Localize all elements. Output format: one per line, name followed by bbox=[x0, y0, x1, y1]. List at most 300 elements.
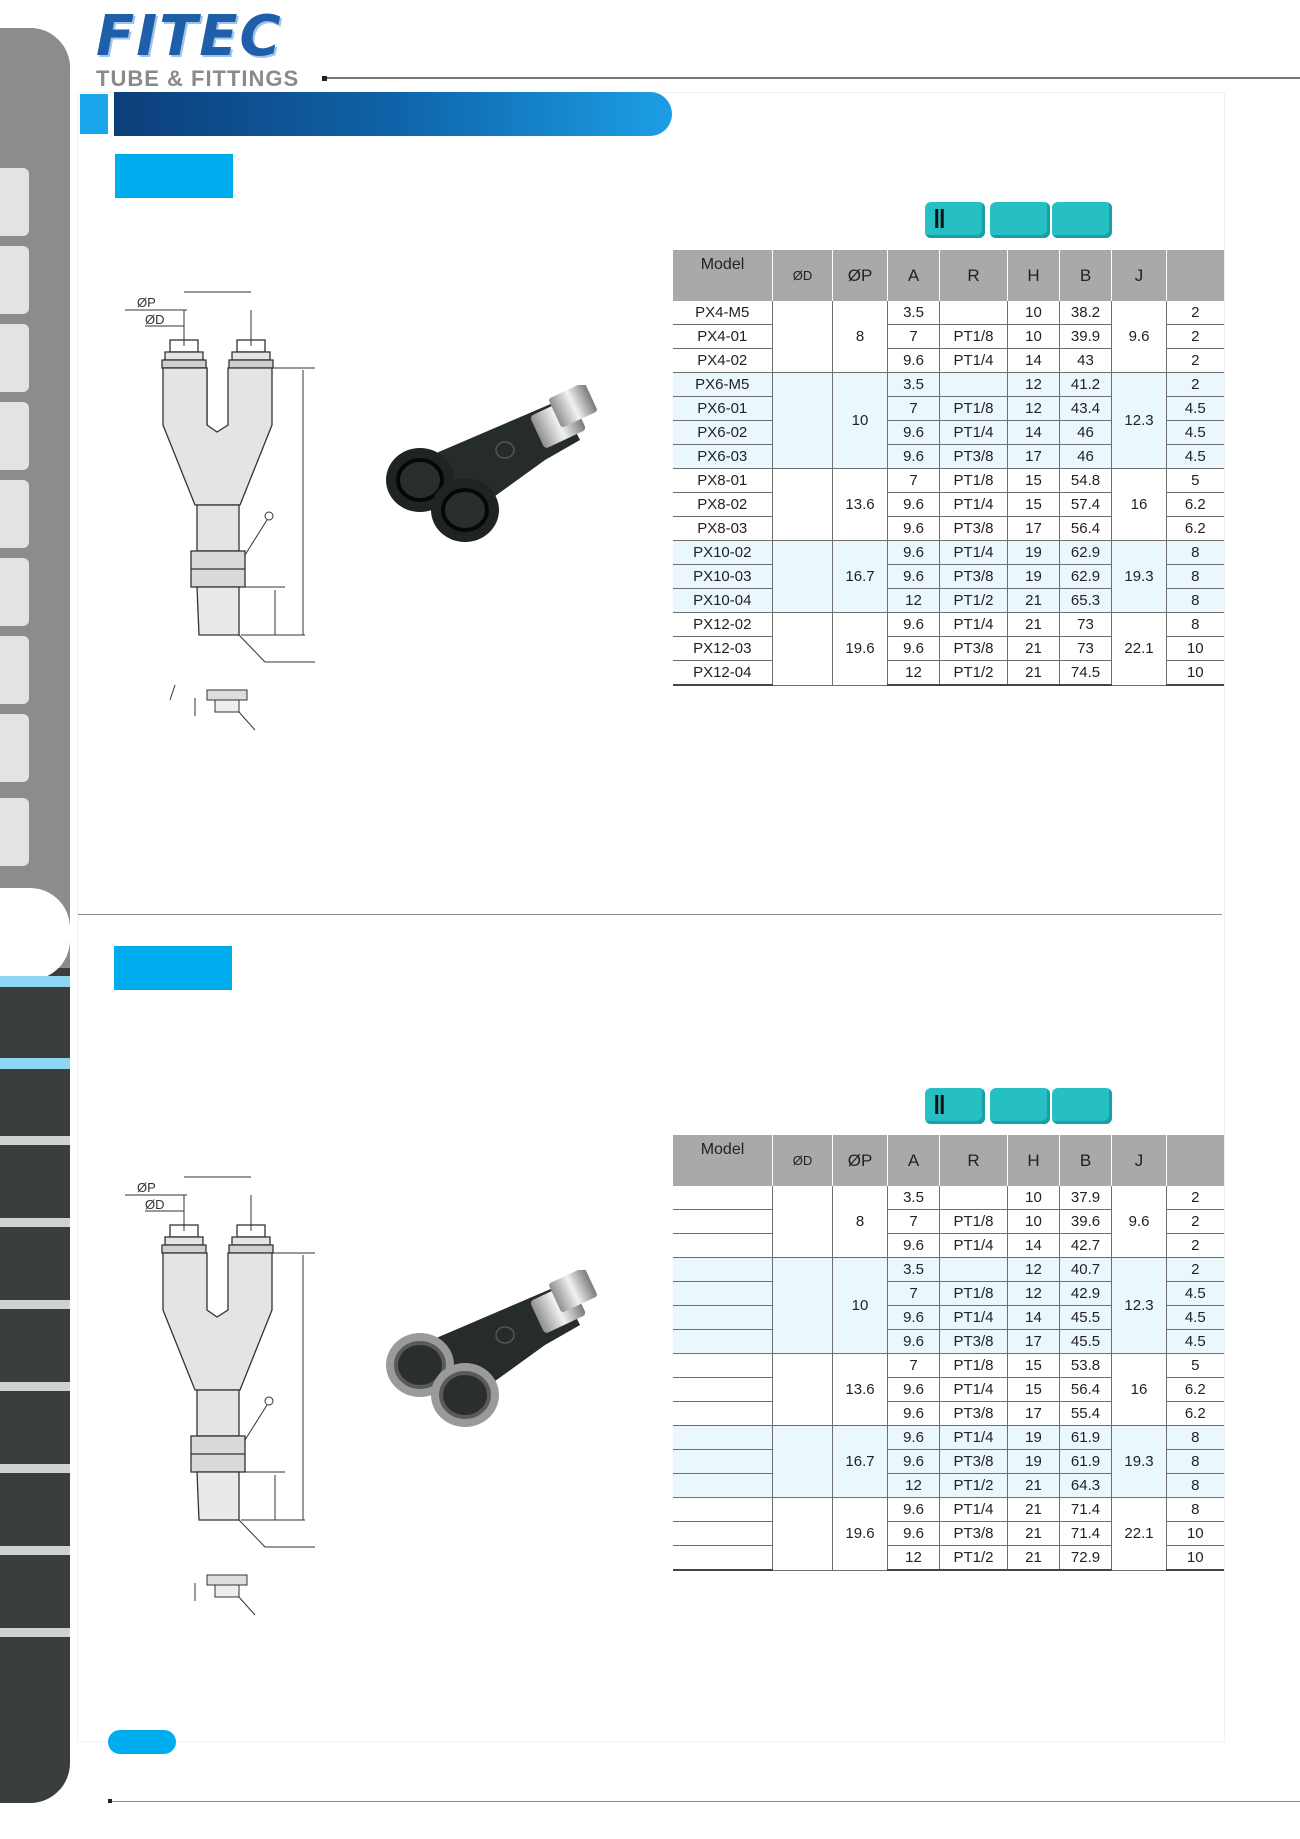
cell-h: 21 bbox=[1008, 637, 1060, 661]
cell-a: 9.6 bbox=[888, 421, 940, 445]
cell-b: 42.9 bbox=[1060, 1282, 1112, 1306]
cell-a: 9.6 bbox=[888, 1498, 940, 1522]
cell-od bbox=[773, 541, 833, 613]
cell-extra: 4.5 bbox=[1167, 421, 1224, 445]
cell-a: 7 bbox=[888, 1282, 940, 1306]
side-index-stripe bbox=[0, 1382, 70, 1391]
cell-extra: 8 bbox=[1167, 1498, 1224, 1522]
cell-r: PT1/2 bbox=[940, 1474, 1008, 1498]
side-index-stripe bbox=[0, 1300, 70, 1309]
col-header-b: B bbox=[1060, 250, 1112, 301]
cell-r: PT1/8 bbox=[940, 325, 1008, 349]
table-row bbox=[673, 1186, 1224, 1210]
cell-model bbox=[673, 1210, 773, 1234]
table-row bbox=[673, 301, 1224, 325]
cell-a: 9.6 bbox=[888, 349, 940, 373]
cell-model bbox=[673, 1330, 773, 1354]
variant-button[interactable] bbox=[1052, 1088, 1112, 1124]
cell-model bbox=[673, 1258, 773, 1282]
cell-od bbox=[773, 1186, 833, 1258]
cell-extra: 4.5 bbox=[1167, 445, 1224, 469]
side-index-tab[interactable] bbox=[0, 714, 29, 782]
cell-op: 19.6 bbox=[833, 613, 888, 686]
cell-r: PT1/4 bbox=[940, 349, 1008, 373]
cell-extra: 8 bbox=[1167, 1474, 1224, 1498]
cell-r: PT1/8 bbox=[940, 1210, 1008, 1234]
cell-b: 62.9 bbox=[1060, 541, 1112, 565]
cell-od bbox=[773, 301, 833, 373]
cell-r: PT1/4 bbox=[940, 1378, 1008, 1402]
cell-b: 57.4 bbox=[1060, 493, 1112, 517]
cell-a: 9.6 bbox=[888, 613, 940, 637]
cell-h: 21 bbox=[1008, 589, 1060, 613]
cell-h: 10 bbox=[1008, 1210, 1060, 1234]
side-index-stripe bbox=[0, 976, 70, 987]
cell-a: 7 bbox=[888, 397, 940, 421]
cell-a: 3.5 bbox=[888, 1258, 940, 1282]
cell-h: 21 bbox=[1008, 1474, 1060, 1498]
cell-extra: 8 bbox=[1167, 541, 1224, 565]
cell-model bbox=[673, 1522, 773, 1546]
cell-j: 12.3 bbox=[1112, 373, 1167, 469]
cell-h: 19 bbox=[1008, 565, 1060, 589]
side-index-stripe bbox=[0, 1464, 70, 1473]
cell-model: PX6-01 bbox=[673, 397, 773, 421]
cell-b: 71.4 bbox=[1060, 1498, 1112, 1522]
col-header-r: R bbox=[940, 250, 1008, 301]
cell-extra: 2 bbox=[1167, 349, 1224, 373]
cell-extra: 10 bbox=[1167, 661, 1224, 686]
table-row bbox=[673, 1426, 1224, 1450]
cell-od bbox=[773, 373, 833, 469]
cell-j: 9.6 bbox=[1112, 1186, 1167, 1258]
cell-r: PT1/4 bbox=[940, 613, 1008, 637]
cell-a: 9.6 bbox=[888, 1234, 940, 1258]
cell-j: 9.6 bbox=[1112, 301, 1167, 373]
cell-a: 9.6 bbox=[888, 517, 940, 541]
cell-b: 43 bbox=[1060, 349, 1112, 373]
side-index-stripe bbox=[0, 1546, 70, 1555]
cell-model: PX10-04 bbox=[673, 589, 773, 613]
logo-wordmark: FITEC bbox=[96, 4, 283, 69]
cell-model: PX10-02 bbox=[673, 541, 773, 565]
cell-b: 42.7 bbox=[1060, 1234, 1112, 1258]
cell-h: 15 bbox=[1008, 1354, 1060, 1378]
cell-b: 56.4 bbox=[1060, 1378, 1112, 1402]
cell-extra: 2 bbox=[1167, 1210, 1224, 1234]
technical-drawing bbox=[115, 280, 315, 740]
cell-extra: 5 bbox=[1167, 1354, 1224, 1378]
variant-button[interactable] bbox=[925, 202, 985, 238]
cell-j: 19.3 bbox=[1112, 541, 1167, 613]
cell-op: 16.7 bbox=[833, 1426, 888, 1498]
section-divider bbox=[78, 914, 1222, 915]
cell-a: 12 bbox=[888, 661, 940, 686]
cell-r: PT1/4 bbox=[940, 421, 1008, 445]
footer-rule bbox=[110, 1801, 1300, 1802]
side-index-tab[interactable] bbox=[0, 324, 29, 392]
side-index-tab[interactable] bbox=[0, 168, 29, 236]
cell-b: 56.4 bbox=[1060, 517, 1112, 541]
col-header-j: J bbox=[1112, 1135, 1167, 1186]
cell-a: 9.6 bbox=[888, 1330, 940, 1354]
cell-r: PT1/8 bbox=[940, 1354, 1008, 1378]
cell-a: 9.6 bbox=[888, 493, 940, 517]
cell-j: 22.1 bbox=[1112, 613, 1167, 686]
cell-b: 38.2 bbox=[1060, 301, 1112, 325]
col-header-h: H bbox=[1008, 250, 1060, 301]
cell-h: 21 bbox=[1008, 613, 1060, 637]
cell-h: 14 bbox=[1008, 1306, 1060, 1330]
table-row bbox=[673, 1354, 1224, 1378]
cell-model: PX12-04 bbox=[673, 661, 773, 686]
cell-a: 9.6 bbox=[888, 565, 940, 589]
cell-extra: 10 bbox=[1167, 637, 1224, 661]
cell-r: PT1/2 bbox=[940, 1546, 1008, 1571]
table-row bbox=[673, 613, 1224, 637]
cell-b: 73 bbox=[1060, 613, 1112, 637]
cell-h: 12 bbox=[1008, 1282, 1060, 1306]
cell-r: PT3/8 bbox=[940, 637, 1008, 661]
cell-od bbox=[773, 1354, 833, 1426]
col-header-model: Model bbox=[673, 1135, 773, 1186]
cell-model bbox=[673, 1282, 773, 1306]
cell-h: 14 bbox=[1008, 421, 1060, 445]
cell-h: 17 bbox=[1008, 517, 1060, 541]
title-banner bbox=[114, 92, 672, 136]
cell-h: 10 bbox=[1008, 325, 1060, 349]
cell-extra: 8 bbox=[1167, 1450, 1224, 1474]
cell-a: 3.5 bbox=[888, 301, 940, 325]
col-header-h: H bbox=[1008, 1135, 1060, 1186]
cell-od bbox=[773, 469, 833, 541]
cell-od bbox=[773, 1498, 833, 1571]
cell-r: PT3/8 bbox=[940, 1402, 1008, 1426]
cell-op: 8 bbox=[833, 1186, 888, 1258]
side-index-tab[interactable] bbox=[0, 402, 29, 470]
cell-a: 3.5 bbox=[888, 1186, 940, 1210]
cell-r bbox=[940, 301, 1008, 325]
cell-extra: 8 bbox=[1167, 1426, 1224, 1450]
cell-h: 15 bbox=[1008, 1378, 1060, 1402]
cell-model bbox=[673, 1306, 773, 1330]
cell-h: 21 bbox=[1008, 661, 1060, 686]
cell-b: 73 bbox=[1060, 637, 1112, 661]
cell-r: PT1/4 bbox=[940, 493, 1008, 517]
cell-r bbox=[940, 373, 1008, 397]
product-photo bbox=[375, 1270, 625, 1440]
cell-model bbox=[673, 1354, 773, 1378]
variant-button[interactable] bbox=[1052, 202, 1112, 238]
cell-model bbox=[673, 1402, 773, 1426]
cell-a: 9.6 bbox=[888, 445, 940, 469]
cell-a: 3.5 bbox=[888, 373, 940, 397]
cell-a: 9.6 bbox=[888, 1402, 940, 1426]
cell-h: 15 bbox=[1008, 493, 1060, 517]
cell-a: 9.6 bbox=[888, 1378, 940, 1402]
cell-model: PX4-M5 bbox=[673, 301, 773, 325]
col-header-r: R bbox=[940, 1135, 1008, 1186]
cell-op: 10 bbox=[833, 373, 888, 469]
cell-extra: 6.2 bbox=[1167, 517, 1224, 541]
cell-h: 21 bbox=[1008, 1498, 1060, 1522]
cell-a: 12 bbox=[888, 589, 940, 613]
cell-j: 16 bbox=[1112, 1354, 1167, 1426]
button-mark: ‖ bbox=[933, 1090, 946, 1120]
cell-b: 41.2 bbox=[1060, 373, 1112, 397]
cell-od bbox=[773, 1426, 833, 1498]
table-row bbox=[673, 469, 1224, 493]
side-index-tab[interactable] bbox=[0, 480, 29, 548]
cell-op: 8 bbox=[833, 301, 888, 373]
section-tag bbox=[115, 154, 233, 198]
table-row bbox=[673, 541, 1224, 565]
cell-model bbox=[673, 1378, 773, 1402]
col-header-model: Model bbox=[673, 250, 773, 301]
side-index-tab[interactable] bbox=[0, 798, 29, 866]
cell-extra: 10 bbox=[1167, 1546, 1224, 1571]
cell-j: 12.3 bbox=[1112, 1258, 1167, 1354]
banner-square bbox=[80, 94, 108, 134]
cell-a: 7 bbox=[888, 1354, 940, 1378]
op-label: ØP bbox=[137, 1180, 156, 1195]
cell-h: 21 bbox=[1008, 1522, 1060, 1546]
cell-b: 54.8 bbox=[1060, 469, 1112, 493]
cell-extra: 2 bbox=[1167, 1234, 1224, 1258]
col-header-extra bbox=[1167, 1135, 1224, 1186]
side-index-tab[interactable] bbox=[0, 636, 29, 704]
cell-b: 46 bbox=[1060, 421, 1112, 445]
cell-op: 13.6 bbox=[833, 1354, 888, 1426]
cell-model bbox=[673, 1234, 773, 1258]
cell-model bbox=[673, 1474, 773, 1498]
od-label: ØD bbox=[145, 312, 165, 327]
table-header-row bbox=[673, 1135, 1224, 1186]
cell-b: 72.9 bbox=[1060, 1546, 1112, 1571]
col-header-extra bbox=[1167, 250, 1224, 301]
cell-a: 9.6 bbox=[888, 1450, 940, 1474]
col-header-j: J bbox=[1112, 250, 1167, 301]
side-index-active-tab[interactable] bbox=[0, 888, 70, 980]
cell-extra: 6.2 bbox=[1167, 493, 1224, 517]
cell-b: 46 bbox=[1060, 445, 1112, 469]
cell-h: 14 bbox=[1008, 1234, 1060, 1258]
cell-b: 74.5 bbox=[1060, 661, 1112, 686]
cell-r: PT3/8 bbox=[940, 517, 1008, 541]
cell-h: 17 bbox=[1008, 1402, 1060, 1426]
variant-button[interactable] bbox=[990, 1088, 1050, 1124]
cell-h: 15 bbox=[1008, 469, 1060, 493]
col-header-a: A bbox=[888, 250, 940, 301]
side-index-stripe bbox=[0, 1136, 70, 1145]
spec-table bbox=[672, 250, 1224, 686]
cell-b: 45.5 bbox=[1060, 1330, 1112, 1354]
cell-extra: 4.5 bbox=[1167, 1306, 1224, 1330]
cell-b: 43.4 bbox=[1060, 397, 1112, 421]
table-row bbox=[673, 1258, 1224, 1282]
cell-a: 9.6 bbox=[888, 1426, 940, 1450]
page-number-pill bbox=[108, 1730, 176, 1754]
side-index-stripe bbox=[0, 1218, 70, 1227]
cell-model: PX4-02 bbox=[673, 349, 773, 373]
cell-a: 9.6 bbox=[888, 1306, 940, 1330]
cell-r: PT3/8 bbox=[940, 1330, 1008, 1354]
side-index-bar bbox=[0, 28, 70, 1803]
cell-r: PT1/8 bbox=[940, 469, 1008, 493]
cell-h: 14 bbox=[1008, 349, 1060, 373]
cell-a: 9.6 bbox=[888, 541, 940, 565]
col-header-od: ØD bbox=[773, 1135, 833, 1186]
cell-h: 17 bbox=[1008, 1330, 1060, 1354]
cell-a: 7 bbox=[888, 1210, 940, 1234]
cell-extra: 6.2 bbox=[1167, 1378, 1224, 1402]
cell-extra: 2 bbox=[1167, 325, 1224, 349]
cell-model: PX12-03 bbox=[673, 637, 773, 661]
cell-extra: 2 bbox=[1167, 301, 1224, 325]
table-body bbox=[673, 301, 1224, 685]
cell-r: PT1/2 bbox=[940, 589, 1008, 613]
table-header-row bbox=[673, 250, 1224, 301]
cell-h: 12 bbox=[1008, 373, 1060, 397]
cell-r: PT1/8 bbox=[940, 1282, 1008, 1306]
cell-model: PX6-M5 bbox=[673, 373, 773, 397]
footer-dot bbox=[108, 1799, 112, 1803]
cell-model bbox=[673, 1498, 773, 1522]
cell-extra: 2 bbox=[1167, 1258, 1224, 1282]
cell-h: 19 bbox=[1008, 1426, 1060, 1450]
cell-model bbox=[673, 1450, 773, 1474]
logo-tagline: TUBE & FITTINGS bbox=[96, 66, 300, 91]
side-index-stripe bbox=[0, 1628, 70, 1637]
cell-extra: 8 bbox=[1167, 565, 1224, 589]
technical-drawing bbox=[115, 1165, 315, 1625]
cell-b: 65.3 bbox=[1060, 589, 1112, 613]
cell-extra: 8 bbox=[1167, 613, 1224, 637]
cell-op: 19.6 bbox=[833, 1498, 888, 1571]
cell-b: 71.4 bbox=[1060, 1522, 1112, 1546]
cell-b: 61.9 bbox=[1060, 1450, 1112, 1474]
cell-h: 10 bbox=[1008, 1186, 1060, 1210]
cell-b: 62.9 bbox=[1060, 565, 1112, 589]
cell-a: 12 bbox=[888, 1474, 940, 1498]
cell-a: 9.6 bbox=[888, 1522, 940, 1546]
cell-r: PT3/8 bbox=[940, 1450, 1008, 1474]
table-row bbox=[673, 1498, 1224, 1522]
table-row bbox=[673, 373, 1224, 397]
product-photo bbox=[375, 385, 625, 555]
variant-button[interactable] bbox=[925, 1088, 985, 1124]
cell-r: PT3/8 bbox=[940, 445, 1008, 469]
cell-h: 10 bbox=[1008, 301, 1060, 325]
side-index-tab[interactable] bbox=[0, 558, 29, 626]
col-header-op: ØP bbox=[833, 1135, 888, 1186]
side-index-tab[interactable] bbox=[0, 246, 29, 314]
cell-op: 10 bbox=[833, 1258, 888, 1354]
cell-a: 7 bbox=[888, 469, 940, 493]
cell-j: 19.3 bbox=[1112, 1426, 1167, 1498]
cell-extra: 6.2 bbox=[1167, 1402, 1224, 1426]
cell-b: 39.6 bbox=[1060, 1210, 1112, 1234]
cell-r: PT1/2 bbox=[940, 661, 1008, 686]
cell-r: PT1/4 bbox=[940, 541, 1008, 565]
cell-model bbox=[673, 1546, 773, 1571]
cell-model: PX4-01 bbox=[673, 325, 773, 349]
spec-table bbox=[672, 1135, 1224, 1571]
cell-b: 55.4 bbox=[1060, 1402, 1112, 1426]
cell-b: 37.9 bbox=[1060, 1186, 1112, 1210]
cell-r: PT3/8 bbox=[940, 1522, 1008, 1546]
cell-a: 7 bbox=[888, 325, 940, 349]
cell-h: 19 bbox=[1008, 541, 1060, 565]
cell-model: PX10-03 bbox=[673, 565, 773, 589]
cell-r bbox=[940, 1186, 1008, 1210]
cell-model bbox=[673, 1426, 773, 1450]
op-label: ØP bbox=[137, 295, 156, 310]
cell-r: PT1/8 bbox=[940, 397, 1008, 421]
col-header-op: ØP bbox=[833, 250, 888, 301]
cell-r: PT1/4 bbox=[940, 1234, 1008, 1258]
cell-j: 22.1 bbox=[1112, 1498, 1167, 1571]
side-index-stripe bbox=[0, 1058, 70, 1069]
cell-b: 39.9 bbox=[1060, 325, 1112, 349]
col-header-od: ØD bbox=[773, 250, 833, 301]
cell-r: PT1/4 bbox=[940, 1426, 1008, 1450]
cell-model: PX12-02 bbox=[673, 613, 773, 637]
cell-extra: 5 bbox=[1167, 469, 1224, 493]
col-header-b: B bbox=[1060, 1135, 1112, 1186]
cell-h: 12 bbox=[1008, 397, 1060, 421]
cell-j: 16 bbox=[1112, 469, 1167, 541]
cell-extra: 2 bbox=[1167, 373, 1224, 397]
cell-r: PT3/8 bbox=[940, 565, 1008, 589]
cell-model: PX8-02 bbox=[673, 493, 773, 517]
cell-model bbox=[673, 1186, 773, 1210]
cell-h: 12 bbox=[1008, 1258, 1060, 1282]
col-header-a: A bbox=[888, 1135, 940, 1186]
cell-od bbox=[773, 613, 833, 686]
cell-a: 12 bbox=[888, 1546, 940, 1571]
cell-r bbox=[940, 1258, 1008, 1282]
cell-model: PX8-01 bbox=[673, 469, 773, 493]
cell-extra: 4.5 bbox=[1167, 397, 1224, 421]
od-label: ØD bbox=[145, 1197, 165, 1212]
cell-extra: 4.5 bbox=[1167, 1282, 1224, 1306]
cell-a: 9.6 bbox=[888, 637, 940, 661]
header-dot bbox=[322, 76, 327, 81]
table-body bbox=[673, 1186, 1224, 1570]
cell-r: PT1/4 bbox=[940, 1498, 1008, 1522]
cell-extra: 2 bbox=[1167, 1186, 1224, 1210]
cell-extra: 4.5 bbox=[1167, 1330, 1224, 1354]
cell-b: 61.9 bbox=[1060, 1426, 1112, 1450]
cell-op: 16.7 bbox=[833, 541, 888, 613]
cell-b: 64.3 bbox=[1060, 1474, 1112, 1498]
section-tag bbox=[114, 946, 232, 990]
cell-h: 17 bbox=[1008, 445, 1060, 469]
cell-od bbox=[773, 1258, 833, 1354]
cell-model: PX6-02 bbox=[673, 421, 773, 445]
brand-logo bbox=[96, 4, 306, 92]
cell-b: 45.5 bbox=[1060, 1306, 1112, 1330]
button-mark: ‖ bbox=[933, 204, 946, 234]
variant-button[interactable] bbox=[990, 202, 1050, 238]
cell-op: 13.6 bbox=[833, 469, 888, 541]
cell-extra: 8 bbox=[1167, 589, 1224, 613]
cell-model: PX6-03 bbox=[673, 445, 773, 469]
cell-b: 40.7 bbox=[1060, 1258, 1112, 1282]
cell-h: 19 bbox=[1008, 1450, 1060, 1474]
cell-extra: 10 bbox=[1167, 1522, 1224, 1546]
